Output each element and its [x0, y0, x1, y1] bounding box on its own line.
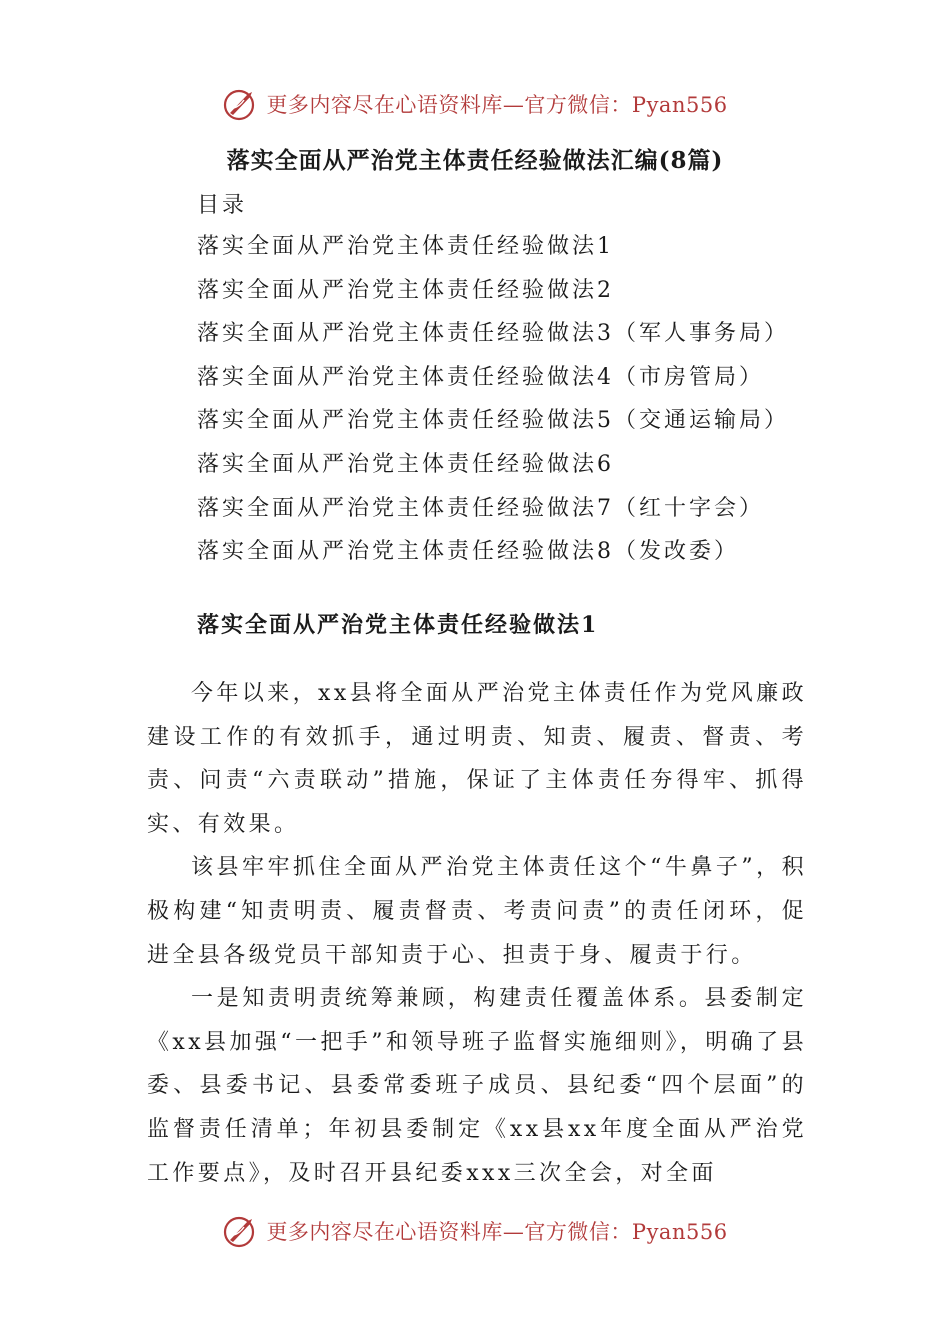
paragraph: 今年以来，xx县将全面从严治党主体责任作为党风廉政建设工作的有效抓手，通过明责、知责、履责、督责、考责、问责“六责联动”措施，保证了主体责任夯得牢、抓得实、有效果。	[147, 681, 807, 837]
toc-item: 落实全面从严治党主体责任经验做法4（市房管局）	[197, 364, 764, 390]
toc-item: 落实全面从严治党主体责任经验做法5（交通运输局）	[197, 408, 789, 434]
quill-logo-icon	[222, 1213, 258, 1249]
paragraph: 该县牢牢抓住全面从严治党主体责任这个“牛鼻子”，积极构建“知责明责、履责督责、考责问责”的责任闭环，促进全县各级党员干部知责于心、担责于身、履责于行。	[147, 855, 807, 968]
toc-item: 落实全面从严治党主体责任经验做法2	[197, 277, 614, 303]
header-banner	[0, 84, 950, 124]
toc-item: 落实全面从严治党主体责任经验做法1	[197, 234, 614, 259]
toc-item: 落实全面从严治党主体责任经验做法7（红十字会）	[197, 495, 764, 521]
paragraph: 一是知责明责统筹兼顾，构建责任覆盖体系。县委制定《xx县加强“一把手”和领导班子监督实施细则》，明确了县委、县委书记、县委常委班子成员、县纪委“四个层面”的监督责任清单；年初县委制定《xx县xx年度全面从严治党工作要点》，及时召开县纪委xxx三次全会，对全面	[147, 986, 807, 1186]
toc-item: 落实全面从严治党主体责任经验做法8（发改委）	[197, 539, 739, 565]
quill-logo-icon	[222, 86, 258, 122]
toc-heading: 目录	[197, 193, 248, 218]
body-text	[147, 672, 807, 1195]
toc-item: 落实全面从严治党主体责任经验做法3（军人事务局）	[197, 321, 789, 347]
banner-text: 更多内容尽在心语资料库—官方微信：Pyan556	[266, 1220, 728, 1244]
document-title: 落实全面从严治党主体责任经验做法汇编(8篇)	[226, 147, 724, 174]
footer-banner	[0, 1211, 950, 1251]
toc-item: 落实全面从严治党主体责任经验做法6	[197, 451, 614, 477]
banner-text: 更多内容尽在心语资料库—官方微信：Pyan556	[266, 93, 728, 117]
section-title: 落实全面从严治党主体责任经验做法1	[197, 612, 599, 638]
table-of-contents	[197, 229, 789, 578]
